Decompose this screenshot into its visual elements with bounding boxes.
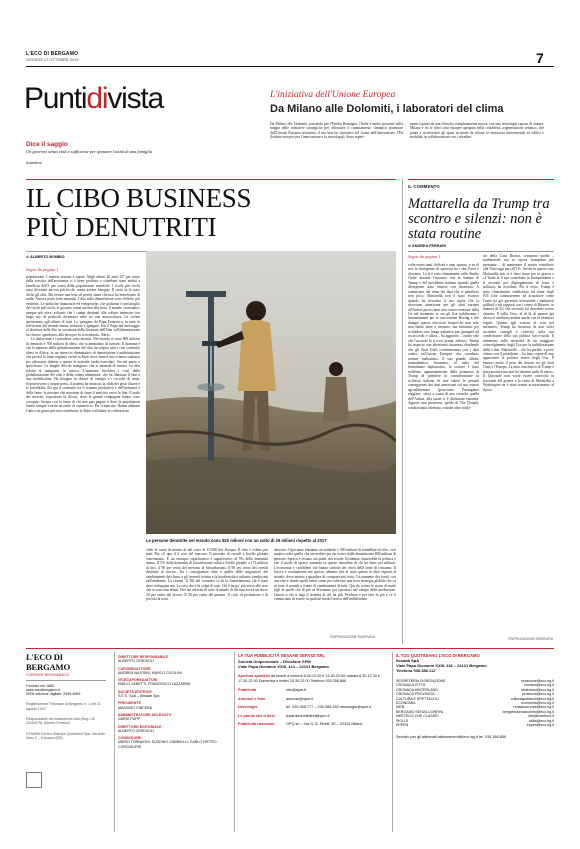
- subs-title: IL TUO QUOTIDIANO L'ECO DI BERGAMO: [396, 653, 480, 658]
- main-byline-prefix: di: [26, 255, 29, 259]
- comment-byline-prefix: di: [408, 244, 411, 248]
- comment-copyright: ©RIPRODUZIONE RISERVATA: [508, 637, 553, 641]
- main-byline: [26, 255, 65, 259]
- ads-row-label: Necrologie: [238, 705, 258, 710]
- ads-hours-value: da lunedì a venerdì 8.30-12.30 e 14.30-22.00; sabato 8.30-12.30 e 17.30-22.00 Domenica e festivi 15.30-22.00 Telefono 035.358.888: [238, 674, 380, 683]
- ads-hours-label: Apertura sportello: [238, 674, 270, 678]
- main-col1: [26, 275, 140, 413]
- main-copyright: ©RIPRODUZIONE RISERVATA: [330, 635, 375, 639]
- footer-registration: Registrazione Tribunale di Bergamo n. 1 del 21 agosto 1947: [26, 702, 101, 711]
- subs-dept-email[interactable]: info@meeteco.it: [527, 714, 554, 719]
- ads-row: [238, 697, 388, 702]
- ads-row: [238, 688, 388, 693]
- comment-title: Mattarella da Trump tra scontro e silenzi: non è stata routine: [408, 196, 550, 242]
- subs-dept-email[interactable]: skills@eco.bg.it: [528, 718, 554, 723]
- main-headline-line1: IL CIBO BUSINESS: [26, 183, 252, 213]
- ads-row-value[interactable]: tel. 035.358.777 – 035.386.333 necrologie@spm.it: [286, 705, 372, 710]
- staff-role: PRESIDENTE: [118, 701, 141, 706]
- comment-col1: volta erano tanti, delicati e anzi spinosi, e su di essi le divergenze di opinioni tra i due Paesi è rilevante. Lo si è visto chiaramente nello Studio Ovale durante l'incontro con la stampa di Trump e del presidente italiano quando quelle divergenze sono emerse con chiarezza. A cominciare dal tema dei dazi che ci penalizza non poco. Mattarella non è stato evasivo quando ha avvertito il suo ospite che la ritorsione americana per gli aiuti europei all'Airbus provocherà una contro-reazione della Ue nel momento in cui gli Usa stabiliranno i finanziamenti per la concorrente Boeing e che dunque queste ritorsioni reciproche non solo non fanno bene a nessuno, ma finiranno per richiedere una lunga trattativa per giungere ad un accordo, e allora – ha aggiunto – «tanto vale che l'accordo lo si trovi prima, adesso». Trump ha risposto con altrettanta chiarezza ribadendo che gli Stati Uniti continueranno con i dazi contro un'Unione Europea che «sembra» trattare malissimo» il suo grande alleato transatlantico. Insomma, al netto del formalismo diplomatico, lo scontro è stato evidente, apparentemente dalla promessa di Trump di prendere in considerazione la richiesta italiana di non subire le pesanti conseguenze dei dazi americani sul suo export agroalimentare (prosciutto, Parmigiano reggiano, vino) a causa di una vicenda, quella dell'Airbus, alla quale si è dichiarata estranea. Appena una promessa, quella di The Donald, condizionata oltretutto a molte altre richie-: [408, 263, 479, 410]
- ads-row: [238, 722, 388, 727]
- subs-dept-label: ECONOMIA: [396, 701, 416, 706]
- staff-name: MASSIMO CINCERA: [118, 705, 153, 710]
- main-col3-p1: decisivo. Ogni anno buttiamo un miliardo e 300 milioni di tonnellate di cibo, cioè quattro volte quello che servirebbe per far uscire dalla denutrizione 800 milioni di persone. Spreca e restano sui piatti, ma sciolte l'evidenza, basterebbe la politica e che il modo di spreco aumenta in questo disordine di chi ha fame per milioni. L'economia e i problemi che hanno stimolo dei rinvii delle tante di consumo. Il lavoro e sfruttamento ma spesso, almeno; più di tutto questo in altre regioni al mondo, dove intanto a guardare di comprare più terra. Un aumento dei fondi, con una rete e dando quelli intesi come per coltivare una terra strategia globale che va in tutto il mondo a fronte di cambiamenti di tutti. Qui da vicino le storie di molti figli di quelli che di per sé diventano poi operatori nel campo della produzione. Questo a chi si lega il sistema di chi ha più. Produrre e per fare di più e ce li cominciano di essere in qualche modo l'arrivo dell'indifferenza.: [274, 548, 396, 601]
- footer-logo-block: [26, 652, 108, 832]
- comment-byline-name: ANDREA FERRARI: [412, 244, 447, 248]
- main-col1-p2: Le distorsioni e i paradossi sono enormi. Nel mondo ci sono 800 milioni di denutriti e 700 milioni di obesi, che si ammalano di tumore. Il dramma è che la maniera della globalizzazione del cibo ha colpito tutti e così costituito obesi in Africa, in un intreccio drammatico di denutrizione e malnutrizione che perché la fame regalato vermi in Paesi dove manca una scienza sanitaria per affrontare diabete e queste le malattie cardio-vascolari. Sta nel punto a specificare. Le lunghe dita da mangiare; che si ammala di tumori. Le dita ridotte si mangiano in mezzo. L'aumento bicchieri i costi della globalizzazione del cibo e della catena alimentare, che ha ribassato il cibo a una maledizione. Ha bisogno in chiave di energia e i raccolti di mais. Sopravvivono i cinque paesi, il sistema ha mancato la sfida dei posti chiave e le possibilità. Da qui il contrasto tra il sistema produttivo e dell'industria e della fame: le persone che muoiono di fame il mercato verso la fine. Il nodo dei mercati, soprattutto in Africa, dove le grandi compagnie hanno visto occupato l'acqua con la fame di chi non può pagare e dove le popolazioni hanno sempre e male un ruolo di commercio. Per il mercato. Hanno adattato l'unica un grano per non contribuire lo Stato e affidano le coltivazioni.: [26, 337, 140, 413]
- footer-divider-1: [114, 652, 115, 832]
- saggio-quote: Un governo senza città è sufficiente per spezzare l'unità di una famiglia: [26, 149, 153, 154]
- page-number: 7: [536, 50, 544, 66]
- footer-website[interactable]: www.ecodibergamo.it: [26, 687, 61, 692]
- comment-continue: Segue da pagina 1: [408, 254, 441, 259]
- footer-founded: Fondato nel 1880: [26, 683, 54, 688]
- ads-title: LA TUA PUBBLICITÀ SESAAB SERVIZI SRL: [238, 653, 326, 658]
- eu-col1: Da Milano alle Dolomiti, passando per l'Emilia Romagna, l'Italia è molto presente nella mappa delle iniziative strategiche per affrontare il cambiamento climatico promosse dall'Unione Europea attraverso il suo braccio operativo sul fronte dell'innovazione, l'Eit (Istituto europeo per l'innovazione e la tecnologia). Sono esperi-: [270, 122, 403, 140]
- subs-service: Servizio per gli abbonati abbonamenti@eco.bg.it tel. 035.358.859: [396, 735, 507, 740]
- subs-dept-label: CULTURA E SPETTACOLI: [396, 696, 439, 701]
- staff-role: SOCIETÀ EDITRICE: [118, 689, 152, 694]
- section-title-part3: vista: [107, 82, 164, 115]
- subs-dept-email[interactable]: bergamosenzaconfini@eco.bg.it: [502, 709, 554, 714]
- staff-name: S.E.S. SpA – Sesaab Spa: [118, 694, 160, 699]
- staff-role: CAPOREDATTORE: [118, 666, 151, 671]
- subs-dept-label: SEGRETERIA DI REDAZIONE: [396, 679, 446, 683]
- staff-name: ALBERTO CERESOLI: [118, 659, 154, 664]
- subs-company: Sesaab SpA: [396, 658, 420, 663]
- subs-departments: [396, 679, 554, 727]
- staff-role: AMMINISTRATORE DELEGATO: [118, 712, 172, 717]
- subs-dept-email[interactable]: culturaspettacoli@eco.bg.it: [510, 696, 554, 701]
- saggio-tag: Dice il saggio: [26, 141, 68, 148]
- footer-top-rule: [26, 648, 554, 649]
- ads-row: [238, 705, 388, 710]
- main-col2-p1: chilo di carne di manzo di dal costo di 15.000 litri d'acqua. Il cibo è veleno per tutti. Poi c'è qua il il rero del mercato. Il mercato di cereali a livello globale concentrano. E un esempio significativo e significativo al 5% della domanda annua. Il 5% della domanda di biocarburanti salirà a livello globale a 172 milioni di litri, il 90 per cento del mercato di biocarburanti, il 90 per cento dei cereali destinati al sorriso. Tra i conseguenze oltre è quello delle migrazioni dei cambiamenti del clima, e gli incendi in tutta e la biodiversità e soltanto cambio ma nell'ambiente. La ritirata. Il Tilt del consumo ci dà la finanziamenti, chi è stato deve sviluppata ma. La crisi che è la colpa di tutti. Chi è un po' più verso alle aree che si sono esacerbati. Che nei mercati di tutto il mondo di chi non aveva un dorso 20 per cento del lavoro. Il 30 per cento del pianeta. Il ciclo di produzione e di piccola la terra.: [146, 548, 268, 601]
- ads-hours: [238, 674, 388, 683]
- staff-role: DIRETTORE RESPONSABILE: [118, 655, 169, 659]
- staff-name: EMILIO ZANETTI, FRANCESCO LAZZARINI: [118, 682, 191, 687]
- footer-print: STAMPA Centro Stampa Quotidiani Spa. Via Aldo Moro 2 – Erbusco (BS): [26, 731, 105, 740]
- footer-staff: [118, 655, 228, 749]
- section-title-part2: di: [86, 82, 108, 115]
- subs-dept-label: CRONACA CITTÀ: [396, 683, 426, 688]
- certification-logo: [26, 772, 42, 788]
- main-col3: [274, 548, 396, 601]
- ads-row-value[interactable]: info@spm.it: [286, 688, 307, 692]
- staff-role: DIRETTORE EDITORIALE: [118, 724, 162, 729]
- main-top-rule: [26, 179, 396, 180]
- eu-col2: menti ispirati da una filosofia completamente nuova, con una tecnologia capace di aiutare. Milano è tra le dieci città europee apripista nella cosiddetta «rigenerazione urbana», che punta a riconvertire gli spazi in modo da ridurre le emissioni intervenendo su edifici e mobilità, in collaborazione con i cittadini.: [410, 122, 544, 140]
- ads-address: Viale Papa Giovanni XXIII, 124 – 24121 Bergamo: [238, 664, 329, 669]
- footer-logo-sub: CORRIERE BERGAMASCO: [26, 673, 70, 677]
- footer-logo-rule: [26, 680, 106, 681]
- subs-dept-email[interactable]: redazione.web@eco.bg.it: [513, 705, 554, 710]
- ads-row-label: Annunci e Aste: [238, 696, 266, 701]
- subs-dept-label: MEETECO CHE CLASSE!: [396, 714, 439, 719]
- footer-subs: [396, 653, 554, 740]
- comment-byline-rule: [408, 251, 554, 252]
- footer-ads: [238, 653, 388, 731]
- main-col2: [146, 548, 268, 601]
- subs-dept-email[interactable]: hinterland@eco.bg.it: [520, 687, 554, 692]
- eu-title: Da Milano alle Dolomiti, i laboratori del clima: [270, 103, 504, 115]
- ads-row-value[interactable]: OPQ srl – Via G. B. Pirelli, 30 – 20124 Milano: [286, 722, 363, 727]
- subs-dept-email[interactable]: eppen@eco.bg.it: [526, 723, 554, 728]
- footer-credits: Responsabile del trattamento dati (Reg. UE 2016/679): Alberto Ceresoli: [26, 717, 96, 726]
- subs-dept-label: CRONACA PROVINCIA: [396, 692, 435, 697]
- main-continue: Segue da pagina 1: [26, 267, 59, 272]
- main-photo: [146, 251, 396, 534]
- ads-row-value[interactable]: annunci@spm.it: [286, 696, 314, 701]
- eu-kicker: L'iniziativa dell'Unione Europea: [270, 89, 396, 100]
- subs-address: Viale Papa Giovanni XXIII, 118 – 24121 Bergamo: [396, 663, 487, 668]
- comment-label: IL COMMENTO: [408, 184, 440, 189]
- masthead-paper-name: L'ECO DI BERGAMO: [26, 51, 79, 57]
- ads-row-label: Pubblicità: [238, 688, 257, 692]
- subs-dept-label: BERGAMO SENZA CONFINI: [396, 709, 443, 714]
- footer-issn: ISSN edizione digitale: 2499-4669: [26, 692, 81, 697]
- saggio-author: Anonimo: [26, 160, 42, 165]
- ads-row: [238, 714, 388, 719]
- staff-name: MARIO TORNAGHI, EUGENIO GABRIELLI, CARLO PIETRO CORDIGLIERI: [118, 740, 217, 749]
- staff-name: ANDREA VALESINI, MARCO CICOLINI: [118, 670, 182, 675]
- staff-role: CONSIGLIERI: [118, 736, 142, 741]
- subs-phone: Telefono 035.386.111: [396, 668, 436, 673]
- subs-dept-label: CRONACA HINTERLAND: [396, 687, 438, 692]
- ads-company: Società Unipersonale – Divisione SPM: [238, 659, 311, 664]
- comment-col2: ste della Casa Bianca, compresa quella – tradizionale ma in epoca trumpiana più pressante – di aumentare il nostro contributo alla Nato oggi pari all'1%. Anche in questo caso Mattarella non si è fatto tirare per la giacca e «L'Italia fa il suo contributo in finanziamenti e il secondo per dispiegamento di forze e militari» ha ricordato. Per il resto, Trump è stato chiaramente soddisfatto sul tema degli F35 (che continueremo ad acquistare come Conte ha già garantito nonostante i malumori grillini) e sui rapporti con i cinesi di Huawei, in materia di 5G che secondo lui dovrebbe essere chiarito. E sulla Cina, al di là di quanto già deciso è sembrato andare anche con le obiettive regole. Quanto agli scenari di crisi nel momento, Trump ha mostrato di non voler ascoltare consigli e richieste sulla sua condivisione della sua politica turco-curda. E nemmeno sulla necessità di un maggiore coinvolgimento degli Usa per la stabilizzazione della Libia. Mattarella – che ha parlato a porte chiuse con il presidente – ha fatto capire di non apprezzare la politica estera degli Usa. È emerso anche il peso dei dossier tra gli Stati Uniti e l'Europa. La nota conclusiva di Trump è stata positiva ma non ha chiarito nulla di nuovo. Il Quirinale non vuole essere coinvolto in faccende del genere e la visita di Mattarella a Washington ne è stata tenuta accuratamente al riparo.: [483, 254, 554, 392]
- subs-dept-label: WEB: [396, 705, 405, 710]
- subs-dept-email[interactable]: provincia@eco.bg.it: [522, 692, 554, 697]
- photo-caption: Le persone denutrite nel mondo sono 820 milioni con un salto di 25 milioni rispetto al 2017: [146, 538, 327, 543]
- footer-logo: L'ECO DI BERGAMO: [26, 652, 70, 672]
- footer-divider-3: [392, 652, 393, 832]
- comment-top-rule: [408, 179, 554, 180]
- section-title-part1: Punti: [24, 82, 87, 115]
- main-headline: [26, 184, 251, 242]
- subs-dept-email[interactable]: economia@eco.bg.it: [521, 701, 554, 706]
- ads-rows: [238, 688, 388, 727]
- section-title: [24, 83, 163, 115]
- column-divider: [402, 179, 403, 644]
- main-headline-line2: PIÙ DENUTRITI: [26, 212, 217, 242]
- photo-illustration: [146, 251, 396, 534]
- main-col1-p1: popolazione. I numeri aiutano a capire. Negli ultimi 40 anni 127 per cento della crescita dell'economia ci è bene prodotto e scambiati sono andati a beneficio dell'1 per cento della popolazione mondiale. I ricchi più ricchi sono diventati ancora più ricchi, senza averne bisogno. Il resto se lo sono divisi gli altri. Ma resiste una fetta di poveri sismi che non ha beneficiato di nulla. Ancora parla fetta umanità. I dati sulla denutrizione sono l'effetto più evidente. Le politiche finanziarie ed energetiche, che godiamo il portafoglio dei ricchi più ricchi, si giocano ormai attorno alla terra. Il mondo «consumo» sempre più terra, soltanto che i campi destinati alle colture intensive con largo uso di pesticidi diventano tutto ne una monocoltura. Le rovine spetteranno agli ultimi di tutti. Lo spiegano da Papa Francesco, in tutte le televisioni del mondo hanno mostrato e spiegate. Ieri il Papa nel messaggio al direttore della Fao in occasione della Giornata dell'Onu sull'alimentazione ha chiesto «perdono» alla terra per la «ricchezza». Altri».: [26, 275, 140, 337]
- staff-name: ALBERTO CERESOLI: [118, 728, 154, 733]
- ads-row-label: Pubblicità nazionale: [238, 722, 275, 727]
- staff-name: DARIO PUPP: [118, 717, 141, 722]
- subs-dept-label: SKILLS: [396, 718, 409, 723]
- subs-dept-email[interactable]: redazione@eco.bg.it: [520, 679, 554, 683]
- subs-dept-email[interactable]: cronaca@eco.bg.it: [523, 683, 554, 688]
- masthead-date: GIOVEDÌ 17 OTTOBRE 2019: [26, 57, 79, 62]
- main-byline-name: ALBERTO BOBBIO: [30, 255, 65, 259]
- subs-dept-label: EPPEN: [396, 723, 409, 728]
- footer-divider-2: [234, 652, 235, 832]
- subs-dept-row: [396, 723, 554, 727]
- staff-role: VICECAPOREDATTORI: [118, 678, 158, 683]
- masthead-rule: [26, 66, 554, 67]
- ads-row-value[interactable]: leparolecheltidirei@spm.it: [286, 713, 330, 718]
- ads-row-label: Le parole che ti direi: [238, 713, 275, 718]
- comment-byline: [408, 244, 446, 248]
